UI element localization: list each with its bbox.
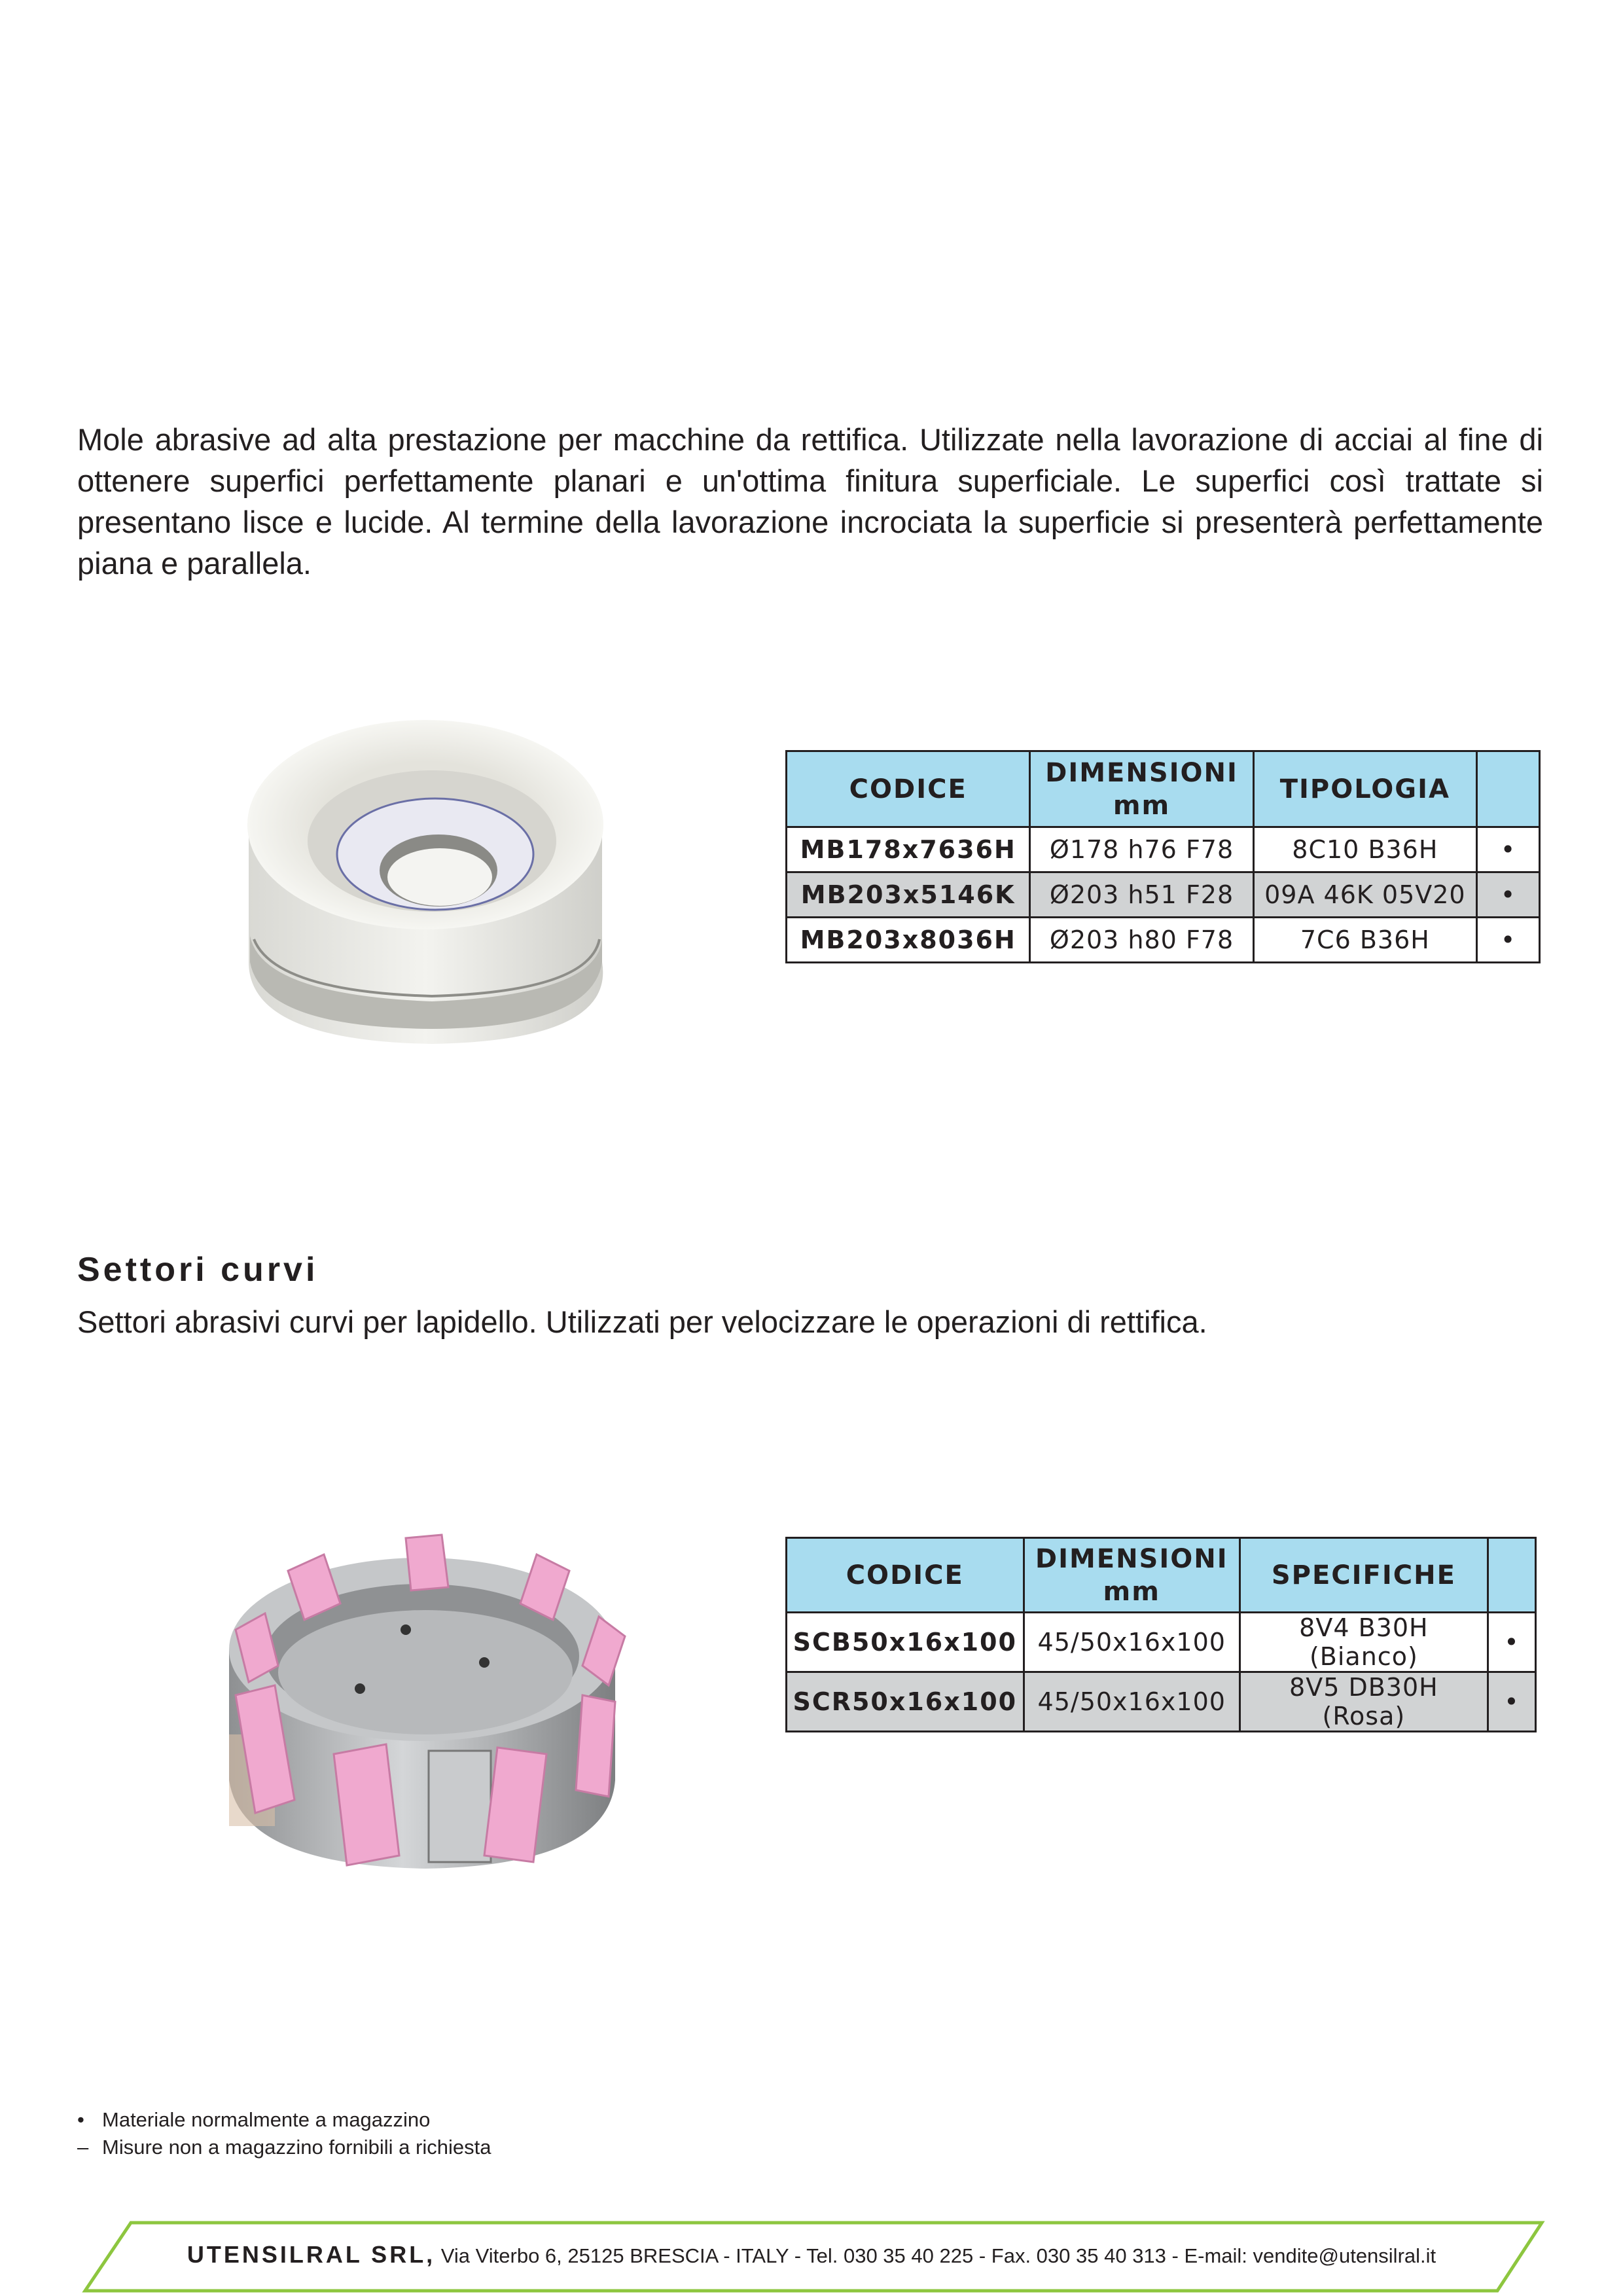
legend-mark: – — [77, 2136, 89, 2159]
legend — [77, 2106, 491, 2161]
col-header-stock — [1488, 1538, 1535, 1613]
col-header-code: CODICE — [787, 751, 1030, 827]
cell-dimensions: Ø178 h76 F78 — [1030, 827, 1253, 872]
legend-item — [77, 2134, 491, 2161]
legend-mark: • — [77, 2108, 84, 2131]
cell-dimensions: Ø203 h80 F78 — [1030, 918, 1253, 963]
table-row — [787, 827, 1540, 872]
cell-stock: • — [1488, 1672, 1535, 1732]
cell-type: 8C10 B36H — [1253, 827, 1476, 872]
cell-type: 09A 46K 05V20 — [1253, 872, 1476, 918]
cell-specs: 8V5 DB30H (Rosa) — [1240, 1672, 1488, 1732]
curved-segments-image — [190, 1499, 648, 1878]
cell-code: SCB50x16x100 — [787, 1613, 1024, 1672]
grinding-wheel-table — [785, 750, 1541, 963]
legend-item — [77, 2106, 491, 2134]
curved-segments-table — [785, 1537, 1537, 1732]
table-row — [787, 918, 1540, 963]
cell-stock: • — [1477, 872, 1540, 918]
cell-code: MB203x8036H — [787, 918, 1030, 963]
section-title: Settori curvi — [77, 1251, 319, 1289]
cell-stock: • — [1477, 918, 1540, 963]
table-row — [787, 1613, 1536, 1672]
legend-text: Materiale normalmente a magazzino — [102, 2108, 431, 2131]
col-header-stock — [1477, 751, 1540, 827]
table-row — [787, 1672, 1536, 1732]
cell-code: SCR50x16x100 — [787, 1672, 1024, 1732]
cell-dimensions: 45/50x16x100 — [1024, 1613, 1240, 1672]
cell-type: 7C6 B36H — [1253, 918, 1476, 963]
cell-dimensions: Ø203 h51 F28 — [1030, 872, 1253, 918]
col-header-dimensions: DIMENSIONI mm — [1030, 751, 1253, 827]
cell-code: MB203x5146K — [787, 872, 1030, 918]
cell-dimensions: 45/50x16x100 — [1024, 1672, 1240, 1732]
col-header-type: TIPOLOGIA — [1253, 751, 1476, 827]
col-header-specs: SPECIFICHE — [1240, 1538, 1488, 1613]
intro-paragraph: Mole abrasive ad alta prestazione per macchine da rettifica. Utilizzate nella lavorazione di acciai al fine di ottenere superfici perfettamente planari e un'ottima finitura superficiale. Le superfici così trattate si presentano lisce e lucide. Al termine della lavorazione incrociata la superficie si presenterà perfettamente piana e parallela. — [77, 422, 1543, 581]
table-row — [787, 872, 1540, 918]
footer — [0, 2241, 1623, 2269]
cell-stock: • — [1477, 827, 1540, 872]
cell-specs: 8V4 B30H (Bianco) — [1240, 1613, 1488, 1672]
cell-code: MB178x7636H — [787, 827, 1030, 872]
legend-text: Misure non a magazzino fornibili a richiesta — [102, 2136, 491, 2159]
section-description: Settori abrasivi curvi per lapidello. Utilizzati per velocizzare le operazioni di rettifica. — [77, 1304, 1207, 1339]
cup-wheel-image — [236, 713, 628, 1054]
footer-brand: UTENSILRAL SRL, — [187, 2241, 436, 2268]
cell-stock: • — [1488, 1613, 1535, 1672]
footer-address: Via Viterbo 6, 25125 BRESCIA - ITALY - Tel. 030 35 40 225 - Fax. 030 35 40 313 - E-mail: vendite@utensilral.it — [435, 2244, 1436, 2267]
col-header-dimensions: DIMENSIONI mm — [1024, 1538, 1240, 1613]
col-header-code: CODICE — [787, 1538, 1024, 1613]
